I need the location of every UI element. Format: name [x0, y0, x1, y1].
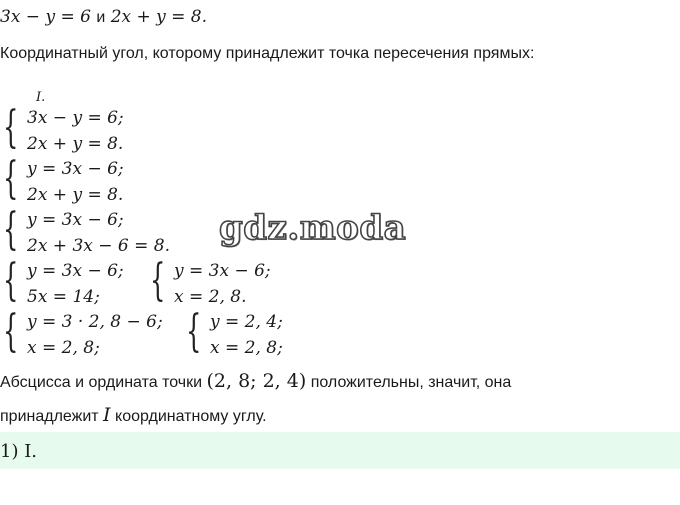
conjunction: и: [96, 9, 106, 26]
conclusion-suffix: положительны, значит, она: [310, 374, 512, 391]
system-brace: {: [3, 255, 19, 306]
item-marker: I.: [36, 90, 46, 105]
system-3-line-1: y = 3x − 6;: [27, 210, 124, 230]
conclusion-suffix-2: координатному углу.: [115, 408, 267, 425]
system-5a-line-1: y = 3 · 2, 8 − 6;: [27, 312, 163, 332]
conclusion-line-2: [0, 404, 267, 426]
system-4b-line-1: y = 3x − 6;: [174, 261, 271, 281]
system-1-line-2: 2x + y = 8.: [27, 134, 124, 154]
conclusion-prefix-2: принадлежит: [0, 408, 99, 425]
equation-2: 2x + y = 8.: [110, 7, 208, 27]
system-brace: {: [186, 306, 202, 357]
conclusion-prefix: Абсцисса и ордината точки: [0, 374, 203, 391]
system-3-line-2: 2x + 3x − 6 = 8.: [27, 236, 170, 256]
system-2-line-2: 2x + y = 8.: [27, 185, 124, 205]
answer-text: 1) I.: [0, 441, 38, 462]
system-4b-line-2: x = 2, 8.: [174, 287, 247, 307]
equation-1: 3x − y = 6: [0, 7, 91, 27]
system-brace: {: [3, 153, 19, 204]
system-5a-line-2: x = 2, 8;: [27, 338, 100, 358]
system-brace: {: [3, 102, 19, 153]
system-brace: {: [3, 204, 19, 255]
point-coordinates: (2, 8; 2, 4): [206, 370, 307, 392]
system-2-line-1: y = 3x − 6;: [27, 159, 124, 179]
system-4a-line-1: y = 3x − 6;: [27, 261, 124, 281]
system-brace: {: [3, 306, 19, 357]
answer-box: [0, 432, 680, 469]
conclusion-line-1: [0, 370, 511, 392]
quadrant-numeral: I: [103, 404, 111, 426]
system-brace: {: [150, 255, 166, 306]
system-1-line-1: 3x − y = 6;: [27, 108, 124, 128]
system-4a-line-2: 5x = 14;: [27, 287, 100, 307]
watermark-logo: gdz.moda: [219, 208, 407, 248]
question-text: Координатный угол, которому принадлежит точка пересечения прямых:: [0, 45, 535, 62]
system-5b-line-1: y = 2, 4;: [210, 312, 283, 332]
problem-statement: [0, 7, 207, 27]
system-5b-line-2: x = 2, 8;: [210, 338, 283, 358]
